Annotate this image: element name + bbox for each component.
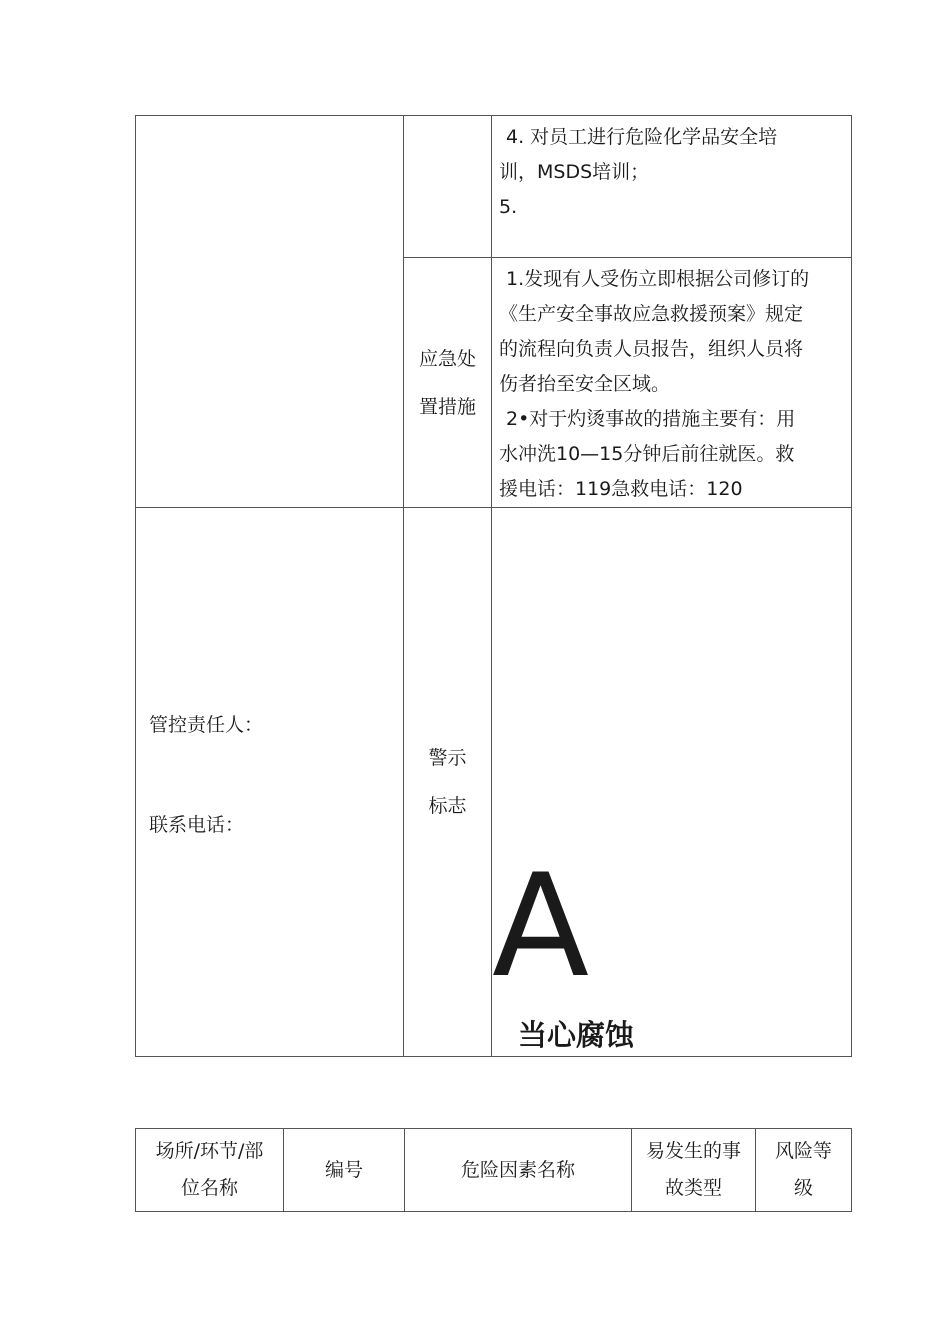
training-measures-cell [492,116,852,258]
measure-line: 4. 对员工进行危险化学品安全培 [506,126,778,148]
header-number: 编号 [284,1129,405,1212]
emergency-measures-cell [492,258,852,508]
corrosion-warning-text: 当心腐蚀 [518,1018,635,1052]
phone-label: 联系电话： [149,814,245,836]
measure-line: 1.发现有人受伤立即根据公司修订的 [506,268,810,290]
table-row [136,116,852,258]
warning-sign-label: 警示 标志 [404,508,492,1057]
measure-line: 伤者抬至安全区域。 [499,373,671,395]
measure-line: 训，MSDS培训； [499,161,650,183]
corrosion-warning-symbol: A [492,844,590,1009]
empty-cell [136,116,404,508]
empty-cell [404,116,492,258]
measure-line: 《生产安全事故应急救援预案》规定 [499,303,804,325]
measure-line: 5. [499,196,518,218]
header-accident-type: 易发生的事 故类型 [632,1129,756,1212]
header-location: 场所/环节/部 位名称 [136,1129,284,1212]
warning-sign-cell [492,508,852,1057]
hazard-header-table [135,1128,852,1212]
header-risk-level: 风险等 级 [756,1129,852,1212]
emergency-measures-label: 应急处 置措施 [404,258,492,508]
owner-label: 管控责任人： [149,714,264,736]
measure-line: 的流程向负责人员报告，组织人员将 [499,338,804,360]
owner-cell [136,508,404,1057]
measure-line: 水冲洗10—15分钟后前往就医。救 [499,443,795,465]
measure-line: 2•对于灼烫事故的措施主要有：用 [506,408,796,430]
table-row [136,508,852,1057]
table-header-row [136,1129,852,1212]
header-hazard-name: 危险因素名称 [405,1129,632,1212]
measure-line: 援电话：119急救电话：120 [499,478,743,500]
risk-control-table [135,115,852,1057]
